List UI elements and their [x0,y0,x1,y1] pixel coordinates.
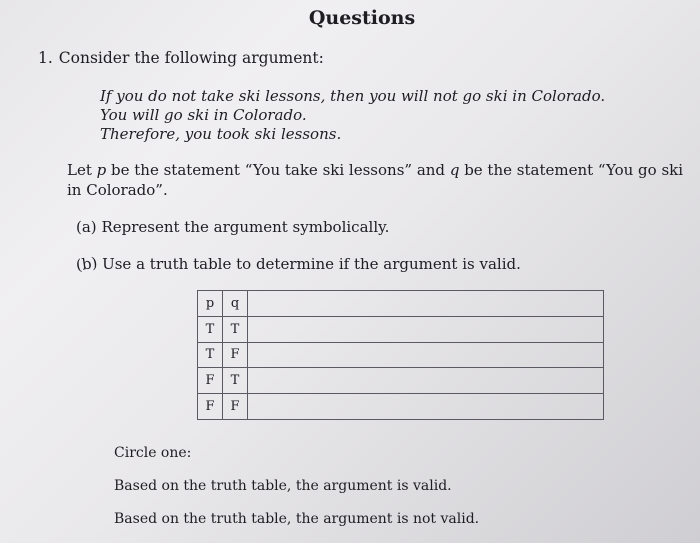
truth-table-header-row [198,291,604,317]
cell-p: F [198,368,223,394]
header-q: q [223,291,248,317]
let-text-1: Let [67,161,97,179]
circle-one-label: Circle one: [114,445,192,461]
question-number: 1. [38,49,53,67]
cell-p: F [198,394,223,420]
table-row [198,342,604,368]
part-a-text: Represent the argument symbolically. [101,218,390,236]
answer-cell[interactable] [248,291,604,317]
truth-table [197,290,604,420]
choice-not-valid[interactable]: Based on the truth table, the argument is not valid. [114,511,480,527]
variable-definitions [67,160,697,200]
let-text-2: be the statement “You take ski lessons” and [106,161,450,179]
let-text-3: be the statement “You go ski in Colorado”. [67,161,684,199]
table-row [198,368,604,394]
answer-cell[interactable] [248,368,604,394]
header-p: p [198,291,223,317]
part-b-label: (b) [74,253,99,275]
table-row [198,316,604,342]
table-row [198,394,604,420]
question-1-prompt [38,49,324,67]
argument-premise-2: You will go ski in Colorado. [100,106,307,124]
part-a [76,218,389,236]
page-title: Questions [308,7,416,29]
choice-valid[interactable]: Based on the truth table, the argument is valid. [114,478,452,494]
cell-p: T [198,342,223,368]
cell-q: F [223,342,248,368]
part-a-label: (a) [76,218,97,236]
variable-p: p [96,161,107,179]
variable-q: q [449,161,460,179]
part-b-text: Use a truth table to determine if the argument is valid. [102,255,521,273]
cell-q: T [223,368,248,394]
answer-cell[interactable] [248,342,604,368]
part-b [76,255,521,273]
cell-p: T [198,316,223,342]
argument-block [100,87,605,144]
question-prompt-text: Consider the following argument: [58,49,324,67]
argument-conclusion: Therefore, you took ski lessons. [100,125,342,143]
argument-premise-1: If you do not take ski lessons, then you will not go ski in Colorado. [100,87,606,105]
answer-cell[interactable] [248,394,604,420]
cell-q: F [223,394,248,420]
answer-cell[interactable] [248,316,604,342]
cell-q: T [223,316,248,342]
